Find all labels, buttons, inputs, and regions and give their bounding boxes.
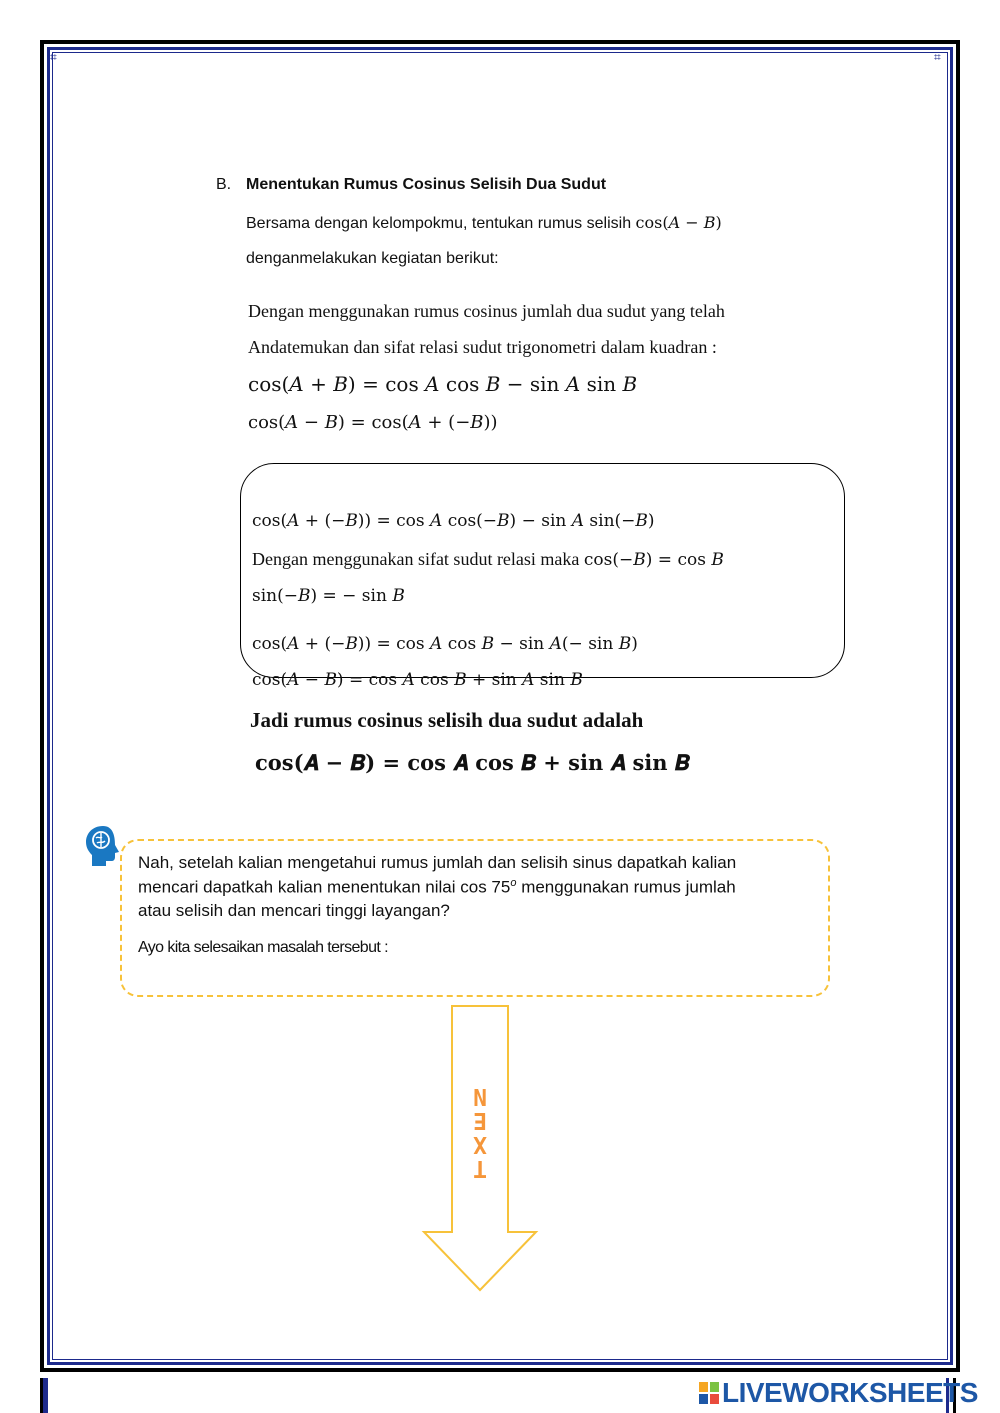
next-label[interactable] [467,1084,493,1180]
intro-line-1 [246,213,722,233]
derivation-para-line-2: Andatemukan dan sifat relasi sudut trigonometri dalam kuadran : [248,337,717,357]
intro-line-2: denganmelakukan kegiatan berikut: [246,250,499,267]
intro-math: cos(𝐴 − 𝐵) [635,213,722,232]
callout-line-4: Ayo kita selesaikan masalah tersebut : [138,939,388,956]
degree-superscript: o [510,877,517,889]
liveworksheets-logo-text[interactable]: LIVEWORKSHEETS [722,1377,978,1408]
callout-line-3: atau selisih dan mencari tinggi layangan? [138,901,450,920]
callout-line-2-pre: mencari dapatkah kalian menentukan nilai cos 75 [138,877,511,897]
answer-box[interactable] [240,463,845,690]
next-letter: X [473,1131,487,1157]
corner-mark-icon: ⌗ [50,50,57,64]
next-page-border-left [40,1378,48,1413]
corner-mark-icon: ⌗ [934,50,941,64]
callout-line-2 [138,877,736,898]
answer-line-2 [252,549,724,570]
answer-line-2-math: cos(−𝐵) = cos 𝐵 [583,550,724,570]
sum-formula: cos(𝐴 + 𝐵) = cos 𝐴 cos 𝐵 − sin 𝐴 sin 𝐵 [248,372,638,396]
next-letter: E [473,1107,487,1133]
answer-line-4: cos(𝐴 + (−𝐵)) = cos 𝐴 cos 𝐵 − sin 𝐴(− sin 𝐵) [252,634,638,654]
difference-rewrite-formula: cos(𝐴 − 𝐵) = cos(𝐴 + (−𝐵)) [248,412,498,433]
answer-line-3: sin(−𝐵) = − sin 𝐵 [252,586,405,606]
callout-line-1: Nah, setelah kalian mengetahui rumus jumlah dan selisih sinus dapatkah kalian [138,853,737,872]
section-letter: B. [216,176,232,193]
callout-line-2-post: menggunakan rumus jumlah [516,877,736,897]
liveworksheets-logo-icon [698,1381,720,1405]
answer-line-1: cos(𝐴 + (−𝐵)) = cos 𝐴 cos(−𝐵) − sin 𝐴 sin(−𝐵) [252,511,655,531]
conclusion-text: Jadi rumus cosinus selisih dua sudut adalah [250,708,644,732]
next-letter: T [473,1155,487,1181]
answer-line-5: cos(𝐴 − 𝐵) = cos 𝐴 cos 𝐵 + sin 𝐴 sin 𝐵 [252,670,583,690]
brain-head-icon [84,824,122,868]
derivation-para-line-1: Dengan menggunakan rumus cosinus jumlah dua sudut yang telah [248,301,725,321]
section-title: Menentukan Rumus Cosinus Selisih Dua Sudut [246,176,607,193]
next-letter: N [473,1083,487,1109]
intro-text: Bersama dengan kelompokmu, tentukan rumus selisih [246,215,636,232]
conclusion-formula: cos(𝑨 − 𝑩) = cos 𝑨 cos 𝑩 + sin 𝑨 sin 𝑩 [255,750,690,775]
answer-line-2-text: Dengan menggunakan sifat sudut relasi maka [252,549,584,569]
